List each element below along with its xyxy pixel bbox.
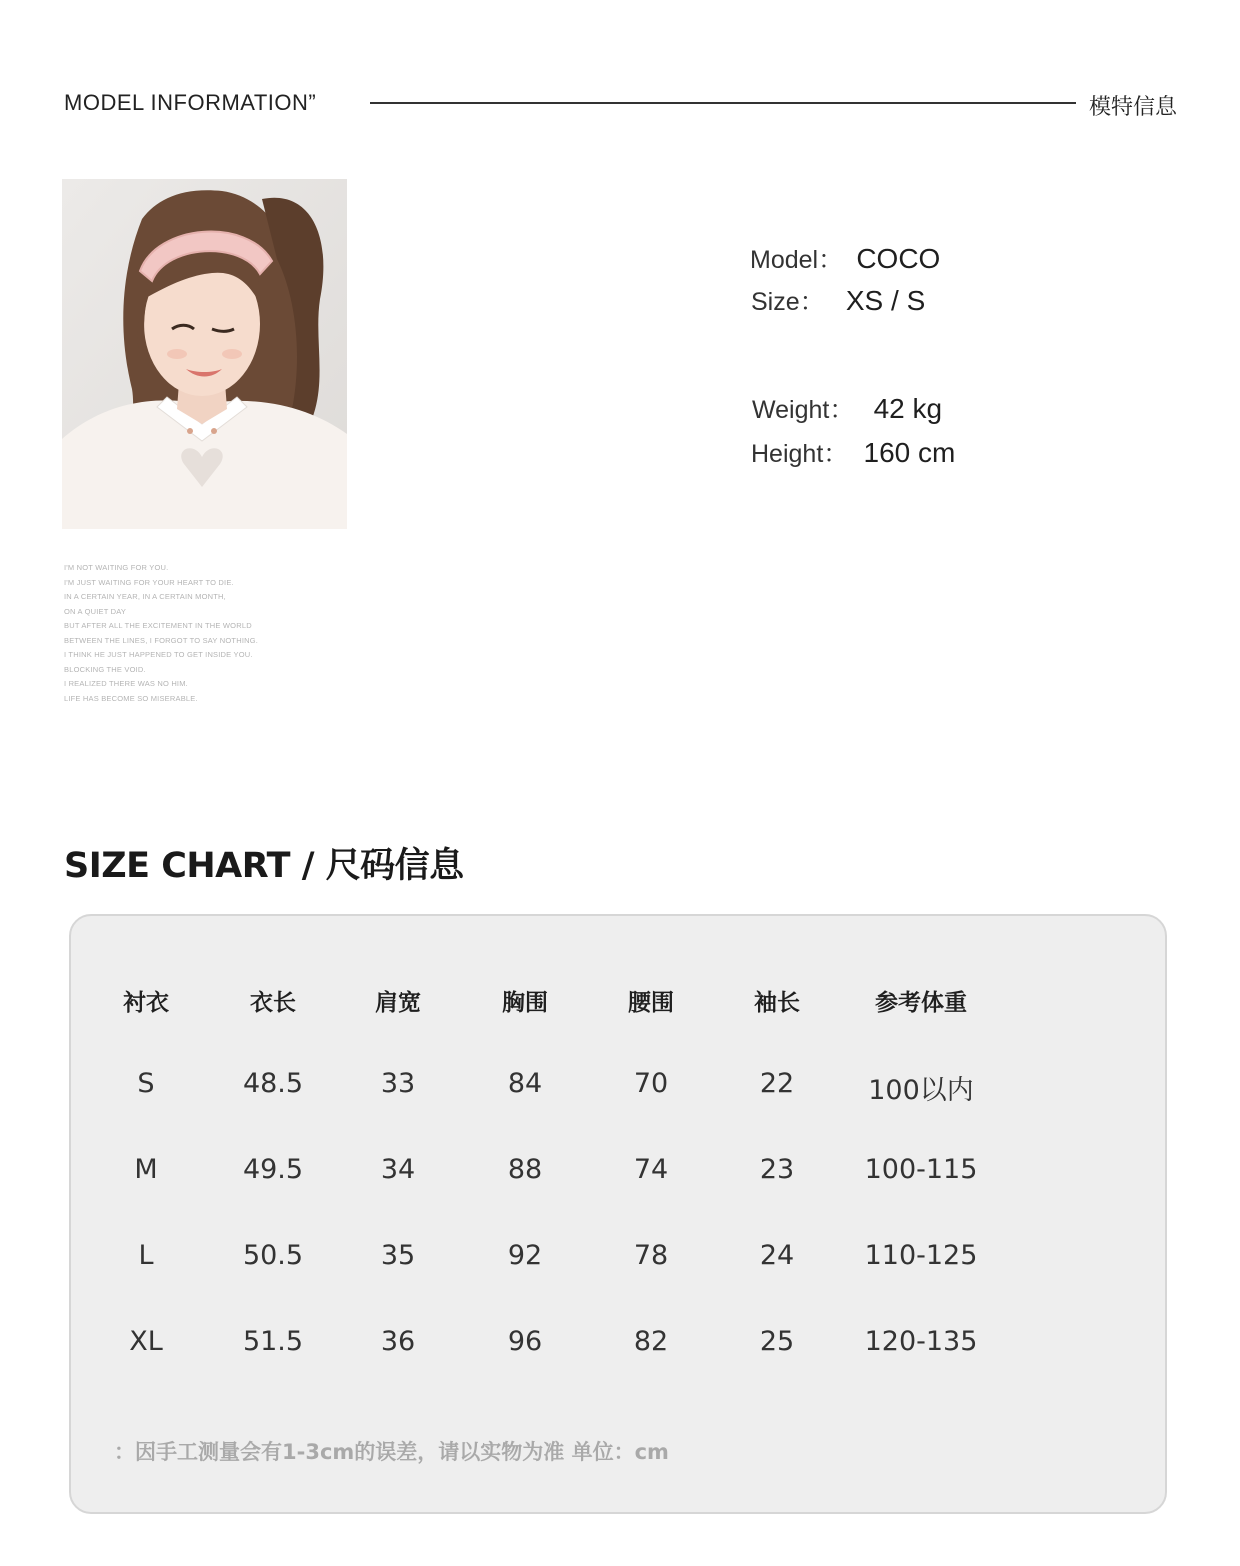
section-title-cn: 模特信息 [1089,95,1178,120]
table-cell: 74 [633,1154,669,1185]
table-header-cell: 袖长 [754,990,800,1016]
decorative-poem [64,561,304,706]
table-cell: 23 [759,1154,795,1185]
model-size-row [751,282,925,318]
poem-line: BUT AFTER ALL THE EXCITEMENT IN THE WORLD [64,621,252,630]
model-name-label: Model： [750,246,844,274]
table-cell: 34 [380,1154,416,1185]
model-size-value: XS / S [845,285,926,316]
table-header-cell: 衣长 [250,990,296,1016]
table-header-cell: 衬衣 [123,990,169,1016]
poem-line: BLOCKING THE VOID. [64,664,146,674]
model-weight-value: 42 kg [873,393,943,424]
size-chart-table [69,914,1167,1514]
table-header-cell: 胸围 [502,990,548,1016]
model-name-value: COCO [856,243,941,274]
poem-line: ON A QUIET DAY [64,606,127,616]
poem-line: LIFE HAS BECOME SO MISERABLE. [64,693,198,703]
model-size-label: Size： [751,288,825,316]
model-portrait-icon [62,179,347,529]
table-row-size: M [134,1154,158,1185]
table-cell: 49.5 [242,1154,304,1185]
table-cell: 35 [380,1240,416,1271]
size-chart-title: SIZE CHART / 尺码信息 [64,846,464,886]
table-cell: 100-115 [864,1154,978,1185]
table-header-cell: 肩宽 [375,990,421,1016]
model-height-row [751,434,955,470]
table-cell: 82 [633,1326,669,1357]
poem-line: I'M NOT WAITING FOR YOU. [64,563,169,572]
poem-line: IN A CERTAIN YEAR, IN A CERTAIN MONTH, [64,592,226,601]
table-cell: 33 [380,1068,416,1099]
table-cell: 78 [633,1240,669,1271]
model-weight-label: Weight： [752,396,855,424]
table-cell: 48.5 [242,1068,304,1099]
header-divider [370,102,1076,104]
section-title-en: MODEL INFORMATION” [64,90,317,115]
table-cell: 92 [507,1240,543,1271]
table-cell: 25 [759,1326,795,1357]
table-header-cell: 参考体重 [875,990,967,1016]
table-cell: 100以内 [868,1075,974,1106]
table-cell: 96 [507,1326,543,1357]
table-cell: 51.5 [242,1326,304,1357]
model-photo [62,179,347,529]
model-weight-row [752,390,942,426]
poem-line: BETWEEN THE LINES, I FORGOT TO SAY NOTHING. [64,635,259,645]
table-row-size: XL [129,1326,163,1357]
model-height-value: 160 cm [863,437,956,468]
model-name-row [750,240,940,276]
table-row-size: L [138,1240,154,1271]
table-cell: 24 [759,1240,795,1271]
table-cell: 50.5 [242,1240,304,1271]
table-cell: 22 [759,1068,795,1099]
table-cell: 84 [507,1068,543,1099]
poem-line: I'M JUST WAITING FOR YOUR HEART TO DIE. [64,577,234,587]
table-cell: 70 [633,1068,669,1099]
measurement-note: ：因手工测量会有1-3cm的误差，请以实物为准 单位：cm [114,1440,669,1464]
table-cell: 88 [507,1154,543,1185]
table-cell: 110-125 [864,1240,978,1271]
table-cell: 36 [380,1326,416,1357]
table-header-cell: 腰围 [628,990,674,1016]
table-cell: 120-135 [864,1326,978,1357]
table-row-size: S [137,1068,155,1099]
poem-line: I THINK HE JUST HAPPENED TO GET INSIDE YOU. [64,650,253,659]
model-height-label: Height： [751,440,849,468]
poem-line: I REALIZED THERE WAS NO HIM. [64,679,188,688]
